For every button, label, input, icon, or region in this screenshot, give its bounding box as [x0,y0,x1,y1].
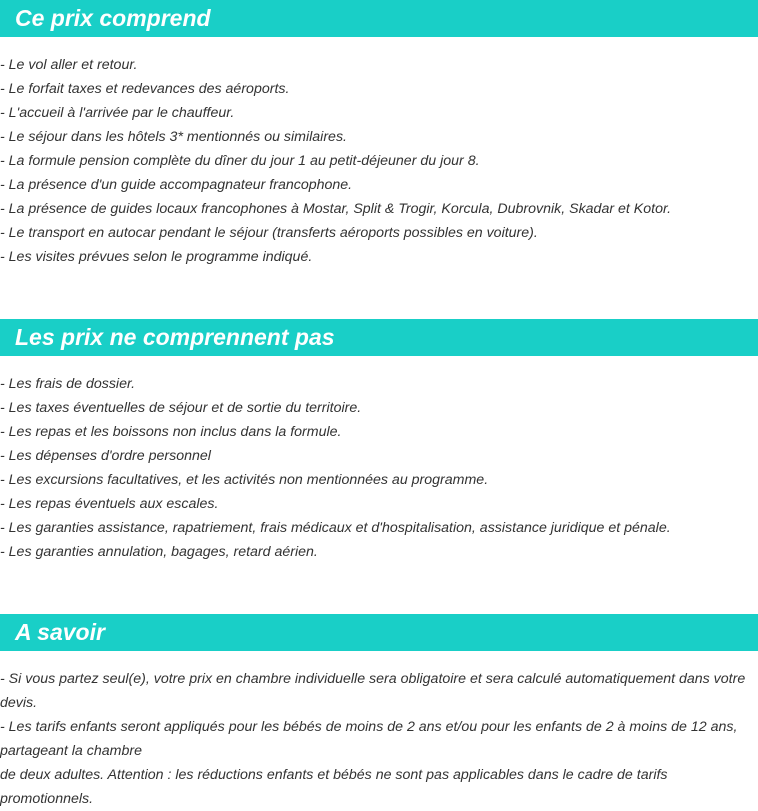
note-paragraph: - Les tarifs enfants seront appliqués pour les bébés de moins de 2 ans et/ou pour les enfants de 2 à moins de 12 ans, partageant la chambre [0,719,738,759]
notes-body [0,667,758,811]
list-item: - Les frais de dossier. [0,376,136,392]
excluded-title: Les prix ne comprennent pas [15,324,335,350]
list-item: - Les garanties assistance, rapatriement, frais médicaux et d'hospitalisation, assistance juridique et pénale. [0,520,671,536]
list-item: - Le vol aller et retour. [0,57,138,73]
included-title: Ce prix comprend [15,5,211,31]
list-item: - La formule pension complète du dîner du jour 1 au petit-déjeuner du jour 8. [0,153,480,169]
list-item: - L'accueil à l'arrivée par le chauffeur. [0,105,235,121]
included-header [0,0,758,37]
list-item: - Les garanties annulation, bagages, retard aérien. [0,544,318,560]
list-item: - Les excursions facultatives, et les activités non mentionnées au programme. [0,472,489,488]
list-item: - Le forfait taxes et redevances des aéroports. [0,81,290,97]
note-paragraph: de deux adultes. Attention : les réductions enfants et bébés ne sont pas applicables dans le cadre de tarifs promotionnels. [0,767,668,807]
notes-title: A savoir [15,619,105,645]
included-list [0,53,758,269]
included-section [0,0,758,269]
list-item: - La présence de guides locaux francophones à Mostar, Split & Trogir, Korcula, Dubrovnik, Skadar et Kotor. [0,201,672,217]
list-item: - Les dépenses d'ordre personnel [0,448,211,464]
list-item: - La présence d'un guide accompagnateur francophone. [0,177,353,193]
list-item: - Les taxes éventuelles de séjour et de sortie du territoire. [0,400,362,416]
excluded-list [0,372,758,564]
list-item: - Le séjour dans les hôtels 3* mentionnés ou similaires. [0,129,347,145]
list-item: - Le transport en autocar pendant le séjour (transferts aéroports possibles en voiture). [0,225,538,241]
notes-section [0,614,758,811]
excluded-section [0,319,758,564]
list-item: - Les repas éventuels aux escales. [0,496,219,512]
list-item: - Les visites prévues selon le programme indiqué. [0,249,313,265]
list-item: - Les repas et les boissons non inclus dans la formule. [0,424,342,440]
note-paragraph: - Si vous partez seul(e), votre prix en chambre individuelle sera obligatoire et sera calculé automatiquement dans votre devis. [0,671,746,711]
excluded-header [0,319,758,356]
notes-header [0,614,758,651]
